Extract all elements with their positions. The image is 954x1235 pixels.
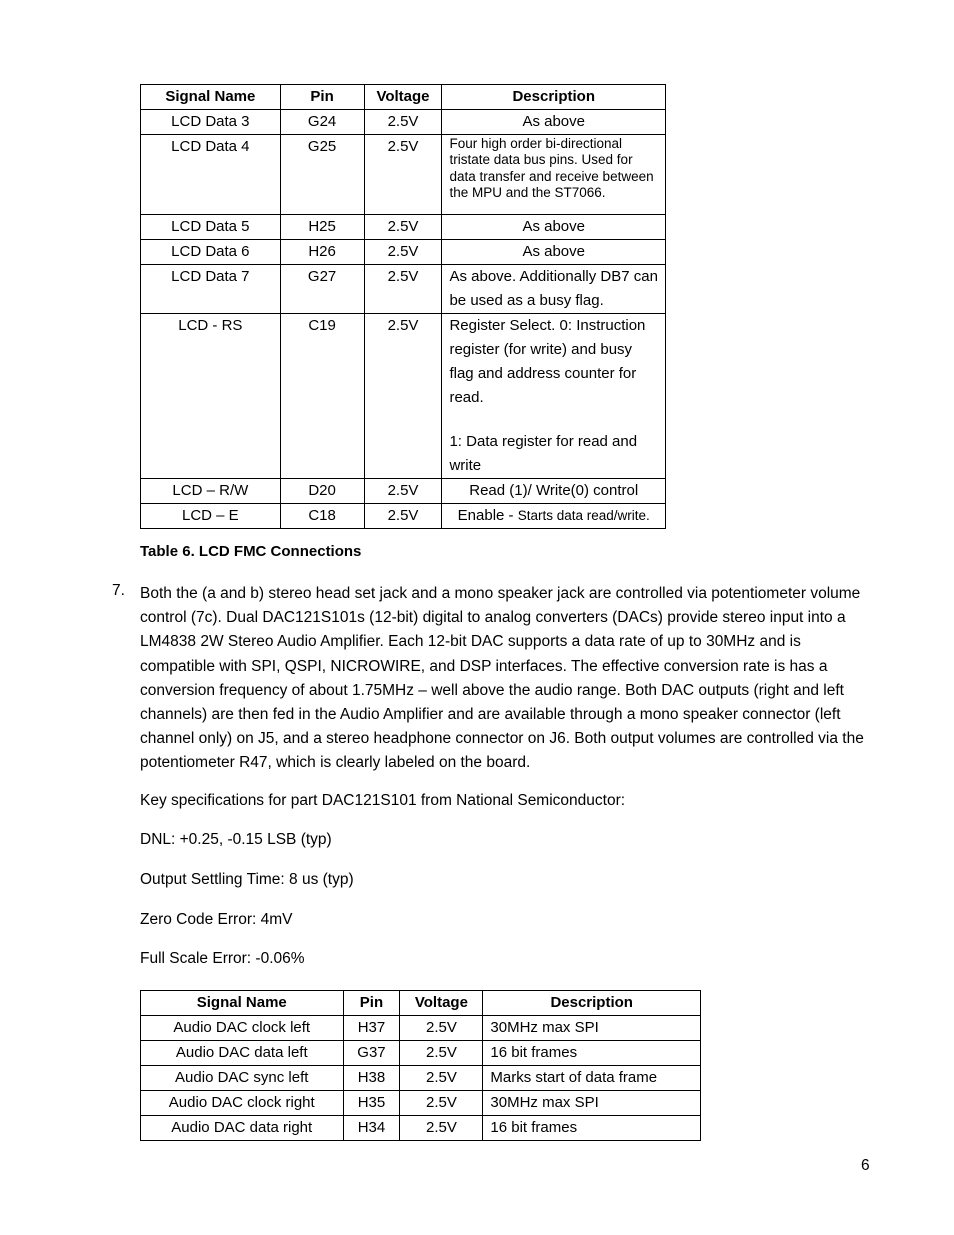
- cell-signal: Audio DAC clock right: [141, 1091, 344, 1116]
- cell-signal: LCD Data 4: [141, 135, 281, 215]
- cell-description: [442, 314, 666, 479]
- cell-signal: LCD Data 6: [141, 240, 281, 265]
- table-header-row: [141, 991, 701, 1016]
- cell-description: As above. Additionally DB7 can be used as a busy flag.: [442, 265, 666, 314]
- cell-signal: LCD Data 3: [141, 110, 281, 135]
- cell-description: Read (1)/ Write(0) control: [442, 479, 666, 504]
- table-row: [141, 1091, 701, 1116]
- spec-zero-code-error: Zero Code Error: 4mV: [140, 911, 293, 928]
- cell-description: 16 bit frames: [483, 1041, 701, 1066]
- cell-voltage: 2.5V: [364, 314, 442, 479]
- cell-signal: LCD Data 7: [141, 265, 281, 314]
- header-pin: Pin: [280, 85, 364, 110]
- header-voltage: Voltage: [400, 991, 483, 1016]
- header-description: Description: [442, 85, 666, 110]
- cell-signal: LCD – R/W: [141, 479, 281, 504]
- cell-voltage: 2.5V: [364, 504, 442, 529]
- table-row: [141, 504, 666, 529]
- cell-voltage: 2.5V: [364, 240, 442, 265]
- table-row: [141, 1116, 701, 1141]
- enable-label: Enable -: [457, 507, 518, 524]
- cell-signal: LCD - RS: [141, 314, 281, 479]
- cell-signal: Audio DAC clock left: [141, 1016, 344, 1041]
- cell-description: 30MHz max SPI: [483, 1091, 701, 1116]
- table-row: [141, 1066, 701, 1091]
- specs-intro: Key specifications for part DAC121S101 from National Semiconductor:: [140, 792, 626, 809]
- audio-dac-table: [140, 990, 701, 1141]
- cell-pin: H25: [280, 215, 364, 240]
- cell-description: As above: [442, 240, 666, 265]
- header-signal-name: Signal Name: [141, 85, 281, 110]
- cell-description: As above: [442, 110, 666, 135]
- table-row: [141, 240, 666, 265]
- cell-signal: LCD – E: [141, 504, 281, 529]
- header-description: Description: [483, 991, 701, 1016]
- spec-full-scale-error: Full Scale Error: -0.06%: [140, 950, 305, 967]
- table-row: [141, 215, 666, 240]
- page-number: 6: [861, 1157, 870, 1174]
- cell-pin: D20: [280, 479, 364, 504]
- cell-pin: G27: [280, 265, 364, 314]
- cell-signal: Audio DAC data right: [141, 1116, 344, 1141]
- header-signal-name: Signal Name: [141, 991, 344, 1016]
- cell-description: Marks start of data frame: [483, 1066, 701, 1091]
- cell-voltage: 2.5V: [400, 1116, 483, 1141]
- cell-pin: C19: [280, 314, 364, 479]
- cell-signal: Audio DAC data left: [141, 1041, 344, 1066]
- cell-signal: LCD Data 5: [141, 215, 281, 240]
- cell-description: [442, 504, 666, 529]
- cell-description: 30MHz max SPI: [483, 1016, 701, 1041]
- table-header-row: [141, 85, 666, 110]
- cell-description: 16 bit frames: [483, 1116, 701, 1141]
- table-row: [141, 1016, 701, 1041]
- cell-pin: G37: [343, 1041, 400, 1066]
- table-row: [141, 314, 666, 479]
- cell-voltage: 2.5V: [400, 1041, 483, 1066]
- cell-signal: Audio DAC sync left: [141, 1066, 344, 1091]
- register-select-text: Register Select. 0: Instruction register (for write) and busy flag and address counter for read.: [449, 317, 646, 406]
- cell-pin: G24: [280, 110, 364, 135]
- cell-voltage: 2.5V: [400, 1016, 483, 1041]
- cell-pin: H34: [343, 1116, 400, 1141]
- table-row: [141, 265, 666, 314]
- header-voltage: Voltage: [364, 85, 442, 110]
- header-pin: Pin: [343, 991, 400, 1016]
- cell-pin: H37: [343, 1016, 400, 1041]
- list-item-number: 7.: [112, 582, 125, 599]
- cell-voltage: 2.5V: [400, 1066, 483, 1091]
- cell-description: As above: [442, 215, 666, 240]
- enable-detail: Starts data read/write.: [517, 508, 650, 523]
- list-item-text: Both the (a and b) stereo head set jack and a mono speaker jack are controlled via potentiometer volume control (7c). Dual DAC121S101s (12-bit) digital to analog converters (DACs) provide stereo input into a LM4838 2W Stereo Audio Amplifier. Each 12-bit DAC supports a data rate of up to 30MHz and is compatible with SPI, QSPI, NICROWIRE, and DSP interfaces. The effective conversion rate is has a conversion frequency of about 1.75MHz – well above the audio range. Both DAC outputs (right and left channels) are then fed in the Audio Amplifier and are available through a mono speaker connector (left channel only) on J5, and a stereo headphone connector on J6. Both output volumes are controlled via the potentiometer R47, which is clearly labeled on the board.: [140, 585, 864, 772]
- cell-voltage: 2.5V: [364, 479, 442, 504]
- cell-pin: G25: [280, 135, 364, 215]
- cell-voltage: 2.5V: [364, 215, 442, 240]
- cell-voltage: 2.5V: [364, 135, 442, 215]
- cell-pin: H26: [280, 240, 364, 265]
- cell-pin: H35: [343, 1091, 400, 1116]
- table-row: [141, 1041, 701, 1066]
- table-row: [141, 110, 666, 135]
- table-caption: Table 6. LCD FMC Connections: [140, 543, 362, 560]
- data-register-text: 1: Data register for read and write: [449, 433, 638, 474]
- lcd-fmc-table: [140, 84, 666, 529]
- cell-voltage: 2.5V: [364, 265, 442, 314]
- cell-voltage: 2.5V: [400, 1091, 483, 1116]
- cell-pin: H38: [343, 1066, 400, 1091]
- cell-description: Four high order bi-directional tristate data bus pins. Used for data transfer and receive between the MPU and the ST7066.: [442, 135, 666, 215]
- table-row: [141, 135, 666, 215]
- table-row: [141, 479, 666, 504]
- spec-dnl: DNL: +0.25, -0.15 LSB (typ): [140, 831, 332, 848]
- spec-settling-time: Output Settling Time: 8 us (typ): [140, 871, 354, 888]
- cell-voltage: 2.5V: [364, 110, 442, 135]
- cell-pin: C18: [280, 504, 364, 529]
